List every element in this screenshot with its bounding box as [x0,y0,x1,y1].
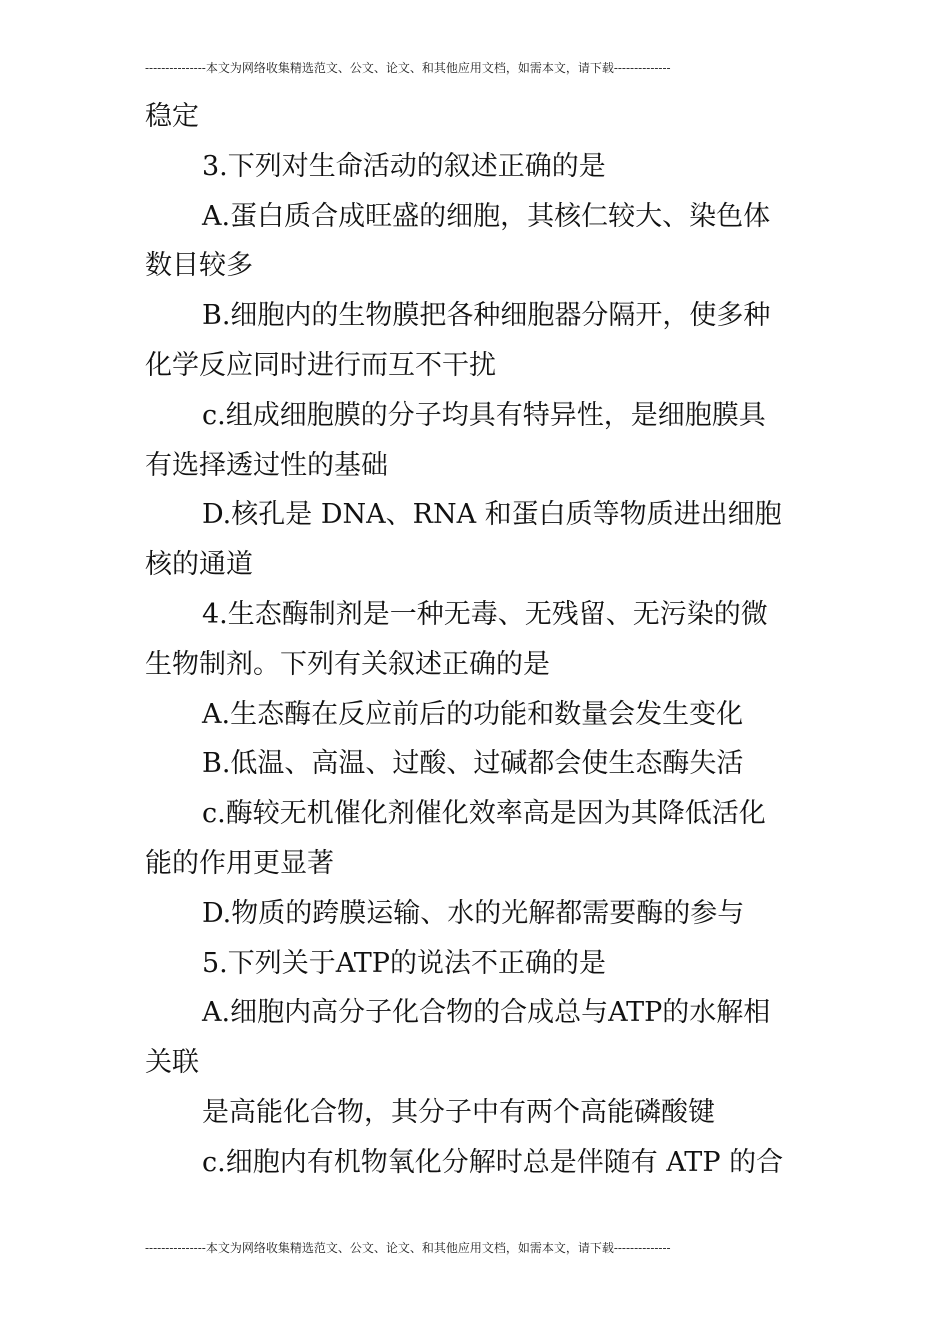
text-line: 能的作用更显著 [145,847,334,879]
text-line: A.蛋白质合成旺盛的细胞，其核仁较大、染色体 [202,200,771,232]
text-line: D.物质的跨膜运输、水的光解都需要酶的参与 [202,897,745,929]
text-line: 关联 [145,1047,199,1079]
text-line: 核的通道 [145,549,253,581]
text-line: D.核孔是 DNA、RNA 和蛋白质等物质进出细胞 [202,499,782,531]
text-line: 稳定 [145,101,199,132]
text-line: c.酶较无机催化剂催化效率高是因为其降低活化 [202,798,766,830]
text-line: B.细胞内的生物膜把各种细胞器分隔开，使多种 [202,300,771,332]
page-footer: ---------------本文为网络收集精选范文、公文、论文、和其他应用文档，如需本文，请下载-------------- [145,1241,671,1255]
text-line: 5.下列关于ATP的说法不正确的是 [202,947,606,979]
text-line: c.组成细胞膜的分子均具有特异性，是细胞膜具 [202,399,766,431]
text-line: A.细胞内高分子化合物的合成总与ATP的水解相 [202,997,771,1029]
page-header: ---------------本文为网络收集精选范文、公文、论文、和其他应用文档，如需本文，请下载-------------- [145,61,671,75]
text-line: 有选择透过性的基础 [145,449,388,481]
text-line: B.低温、高温、过酸、过碱都会使生态酶失活 [202,748,744,780]
text-line: 是高能化合物，其分子中有两个高能磷酸键 [202,1096,715,1128]
text-line: c.细胞内有机物氧化分解时总是伴随有 ATP 的合 [202,1146,784,1178]
text-line: 化学反应同时进行而互不干扰 [145,349,496,381]
text-line: 生物制剂。下列有关叙述正确的是 [145,648,550,680]
text-line: 3.下列对生命活动的叙述正确的是 [202,150,606,182]
document-body [145,92,807,1188]
text-line: 4.生态酶制剂是一种无毒、无残留、无污染的微 [202,598,768,630]
text-line: 数目较多 [145,250,253,282]
text-line: A.生态酶在反应前后的功能和数量会发生变化 [202,698,744,730]
